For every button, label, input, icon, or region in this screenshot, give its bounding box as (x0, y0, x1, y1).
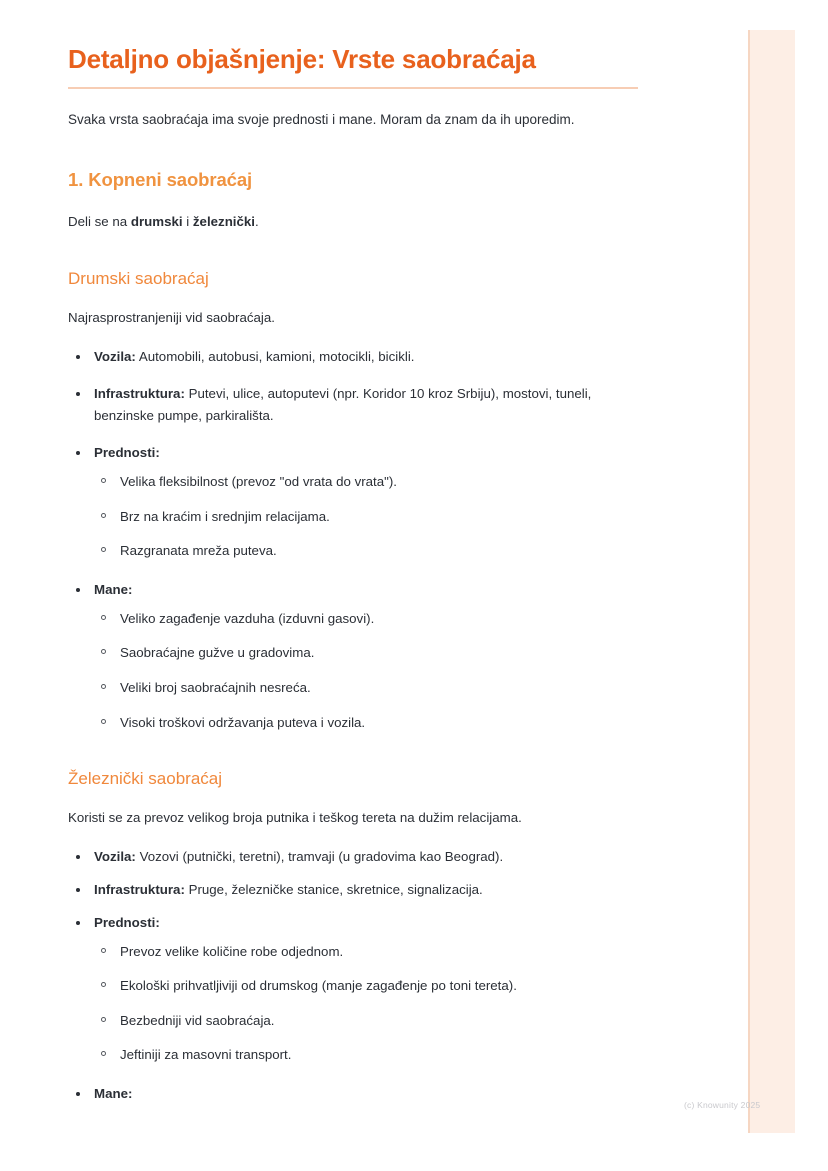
list-item-text: Pruge, železničke stanice, skretnice, signalizacija. (184, 881, 483, 897)
list-item-label: Infrastruktura: (94, 881, 185, 897)
intro-paragraph: Svaka vrsta saobraćaja ima svoje prednosti i mane. Moram da znam da ih uporedim. (68, 112, 575, 128)
lead-middle: i (182, 214, 193, 230)
list-zeleznicki (68, 846, 638, 935)
section-lead-text (68, 211, 638, 234)
list-item (68, 442, 638, 465)
document-content (68, 0, 638, 1120)
sublist-item: Bezbedniji vid saobraćaja. (94, 1010, 638, 1033)
sublist-prednosti-drumski (94, 471, 638, 563)
list-drumski (68, 346, 638, 465)
list-item-text: Vozovi (putnički, teretni), tramvaji (u gradovima kao Beograd). (135, 849, 504, 865)
list-item (68, 579, 638, 602)
sublist-item: Veliko zagađenje vazduha (izduvni gasovi). (94, 608, 638, 631)
list-item-text: Automobili, autobusi, kamioni, motocikli, bicikli. (135, 348, 415, 364)
list-drumski-mane (68, 579, 638, 602)
list-item-label: Vozila: (94, 849, 136, 865)
list-item (68, 879, 638, 902)
sublist-item: Ekološki prihvatljiviji od drumskog (manje zagađenje po toni tereta). (94, 975, 638, 998)
section-heading-kopneni: 1. Kopneni saobraćaj (68, 169, 253, 191)
lead-bold-drumski: drumski (130, 214, 183, 230)
sublist-item: Prevoz velike količine robe odjednom. (94, 941, 638, 964)
list-item-label: Infrastruktura: (94, 385, 185, 401)
sublist-item: Visoki troškovi održavanja puteva i vozila. (94, 712, 638, 735)
list-item (68, 912, 638, 935)
lead-bold-zeleznicki: železnički (192, 214, 255, 230)
sublist-wrapper-prednosti-drumski (94, 471, 638, 563)
sublist-wrapper-mane-drumski (94, 608, 638, 734)
list-item (68, 846, 638, 869)
page-title: Detaljno objašnjenje: Vrste saobraćaja (68, 44, 536, 74)
subsection-heading-zeleznicki: Železnički saobraćaj (68, 769, 223, 789)
list-zeleznicki-mane (68, 1083, 638, 1106)
list-item-label: Mane: (94, 581, 133, 597)
sublist-item: Veliki broj saobraćajnih nesreća. (94, 677, 638, 700)
list-item-label: Prednosti: (94, 914, 160, 930)
sublist-item: Brz na kraćim i srednjim relacijama. (94, 506, 638, 529)
sublist-item: Velika fleksibilnost (prevoz "od vrata do vrata"). (94, 471, 638, 494)
copyright-watermark: (c) Knowunity 2025 (684, 1100, 761, 1110)
title-divider (68, 87, 638, 89)
subsection-heading-drumski: Drumski saobraćaj (68, 268, 209, 288)
sublist-item: Razgranata mreža puteva. (94, 540, 638, 563)
lead-suffix: . (255, 214, 259, 230)
sublist-prednosti-zeleznicki (94, 941, 638, 1067)
list-item (68, 346, 638, 369)
sublist-item: Jeftiniji za masovni transport. (94, 1044, 638, 1067)
lead-prefix: Deli se na (68, 214, 131, 230)
list-item (68, 383, 638, 429)
list-item-label: Vozila: (94, 348, 136, 364)
decorative-side-stripe (748, 30, 795, 1133)
sublist-wrapper-prednosti-zeleznicki (94, 941, 638, 1067)
subsection-description-drumski: Najrasprostranjeniji vid saobraćaja. (68, 310, 275, 326)
list-item-label: Prednosti: (94, 445, 160, 461)
list-item-text: Putevi, ulice, autoputevi (npr. Koridor 10 kroz Srbiju), mostovi, tuneli, benzinske pumpe, parkirališta. (94, 385, 592, 424)
list-item-label: Mane: (94, 1085, 133, 1101)
list-item (68, 1083, 638, 1106)
subsection-description-zeleznicki: Koristi se za prevoz velikog broja putnika i teškog tereta na dužim relacijama. (68, 810, 522, 826)
sublist-item: Saobraćajne gužve u gradovima. (94, 642, 638, 665)
sublist-mane-drumski (94, 608, 638, 734)
